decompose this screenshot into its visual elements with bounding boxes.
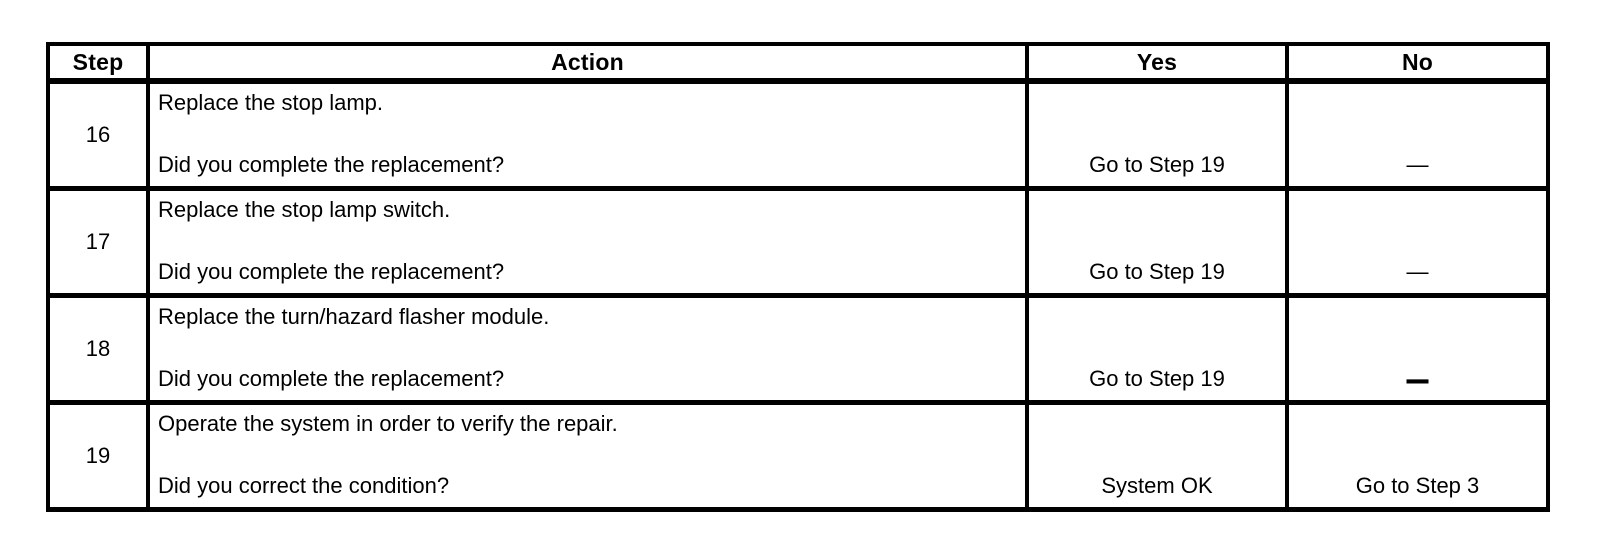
action-cell (148, 402, 1027, 509)
action-instruction: Replace the stop lamp. (158, 90, 384, 115)
action-question: Did you correct the condition? (158, 472, 450, 498)
step-number: 19 (48, 402, 148, 509)
header-row (48, 44, 1548, 81)
action-cell (148, 81, 1027, 188)
step-number: 16 (48, 81, 148, 188)
yes-result: Go to Step 19 (1027, 81, 1287, 188)
no-result (1287, 295, 1548, 402)
column-header-action: Action (148, 44, 1027, 81)
column-header-no: No (1287, 44, 1548, 81)
yes-result: Go to Step 19 (1027, 188, 1287, 295)
action-cell (148, 188, 1027, 295)
step-number: 17 (48, 188, 148, 295)
table-row-step-18 (48, 295, 1548, 402)
action-instruction: Replace the turn/hazard flasher module. (158, 303, 550, 329)
column-header-yes: Yes (1027, 44, 1287, 81)
action-instruction: Operate the system in order to verify the repair. (158, 410, 618, 436)
table-row-step-16 (48, 81, 1548, 188)
em-dash: — (1406, 353, 1429, 402)
no-result: — (1287, 81, 1548, 188)
no-result: Go to Step 3 (1287, 402, 1548, 509)
yes-result: Go to Step 19 (1027, 295, 1287, 402)
action-question: Did you complete the replacement? (158, 365, 505, 391)
step-number: 18 (48, 295, 148, 402)
action-question: Did you complete the replacement? (158, 151, 505, 177)
no-result: — (1287, 188, 1548, 295)
table-row-step-17 (48, 188, 1548, 295)
action-cell (148, 295, 1027, 402)
yes-result: System OK (1027, 402, 1287, 509)
action-instruction: Replace the stop lamp switch. (158, 196, 451, 222)
action-question: Did you complete the replacement? (158, 258, 505, 284)
column-header-step: Step (48, 44, 148, 81)
troubleshooting-table (46, 42, 1550, 512)
table-row-step-19 (48, 402, 1548, 509)
